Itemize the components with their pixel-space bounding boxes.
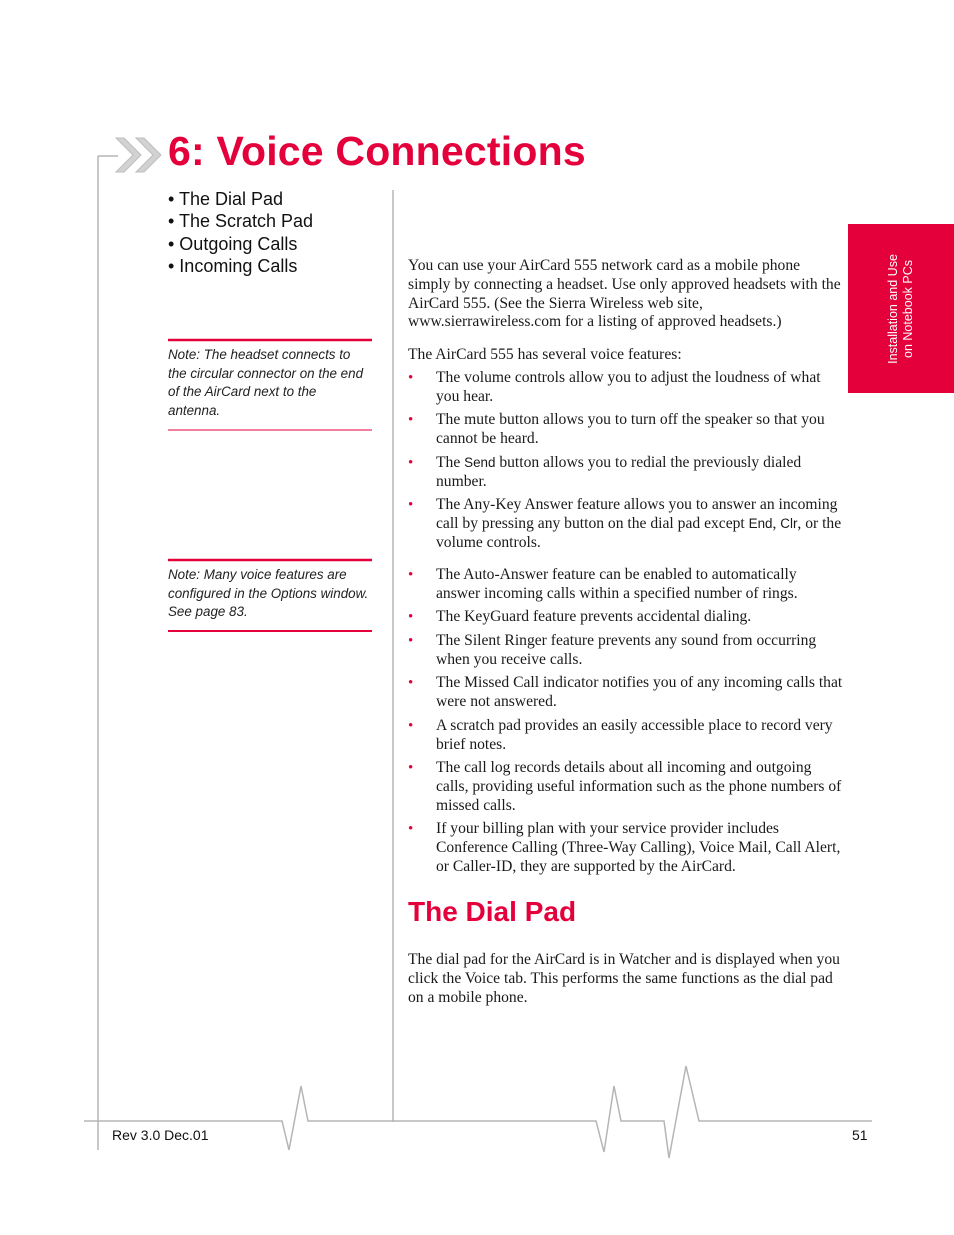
- footer-revision: Rev 3.0 Dec.01: [112, 1127, 209, 1143]
- section-heading-dial-pad: The Dial Pad: [408, 896, 577, 927]
- list-item: • The Auto-Answer feature can be enabled to automatically answer incoming calls within a specified number of rings.: [408, 566, 798, 602]
- list-item: • The mute button allows you to turn off the speaker so that you cannot be heard.: [408, 411, 825, 448]
- chapter-contents-list: [168, 188, 313, 277]
- bullet-icon: •: [408, 717, 414, 734]
- list-item: • The volume controls allow you to adjust the loudness of what you hear.: [408, 369, 821, 405]
- bullet-icon: •: [408, 567, 414, 583]
- bullet-icon: •: [408, 760, 414, 777]
- toc-item-dial-pad: • The Dial Pad: [168, 189, 284, 209]
- side-tab-text: [886, 254, 916, 364]
- list-item: • The KeyGuard feature prevents accidental dialing.: [408, 608, 752, 626]
- key-name-end: End: [748, 515, 773, 531]
- list-item: • The Send button allows you to redial the previously dialed number.: [408, 453, 802, 490]
- bullet-icon: •: [408, 632, 414, 649]
- page-number: 51: [852, 1127, 868, 1143]
- bullet-icon: •: [408, 454, 414, 471]
- side-tab-line-2: on Notebook PCs: [901, 259, 915, 358]
- bullet-icon: •: [408, 497, 414, 514]
- voice-features-list-1: [408, 369, 844, 557]
- key-name-clr: Clr: [780, 515, 798, 531]
- footer-heartbeat-line: [84, 1066, 872, 1158]
- bullet-icon: •: [408, 821, 414, 838]
- bullet-icon: •: [408, 609, 414, 626]
- bullet-icon: •: [408, 675, 414, 692]
- chapter-title: 6: Voice Connections: [168, 128, 586, 174]
- note-voice-features: Note: Many voice features are configured in the Options window. See page 83.: [168, 567, 369, 620]
- list-item: • The call log records details about all incoming and outgoing calls, providing useful information such as the phone numbers of missed calls.: [408, 759, 842, 814]
- list-item: • The Any-Key Answer feature allows you to answer an incoming call by pressing any button on the dial pad except End, Clr, or the volume controls.: [408, 496, 842, 551]
- list-item: • A scratch pad provides an easily accessible place to record very brief notes.: [408, 716, 833, 753]
- list-item: • The Silent Ringer feature prevents any sound from occurring when you receive calls.: [408, 631, 817, 668]
- note-headset: Note: The headset connects to the circular connector on the end of the AirCard next to the antenna.: [168, 347, 364, 419]
- features-lead-in: The AirCard 555 has several voice features:: [408, 346, 682, 363]
- chevron-double-icon: [116, 138, 161, 172]
- bullet-icon: •: [408, 370, 414, 386]
- toc-item-outgoing-calls: • Outgoing Calls: [168, 233, 298, 254]
- toc-item-scratch-pad: • The Scratch Pad: [168, 211, 314, 232]
- toc-item-incoming-calls: • Incoming Calls: [168, 255, 298, 276]
- intro-paragraph: You can use your AirCard 555 network card as a mobile phone simply by connecting a headset. Use only approved headsets with the AirCard 555. (See the Sierra Wireless web site, www.sierrawireless.com for a listing of approved headsets.): [408, 257, 841, 331]
- list-item: • If your billing plan with your service provider includes Conference Calling (Three-Way Calling), Voice Mail, Call Alert, or Caller-ID, they are supported by the AirCard.: [408, 820, 841, 875]
- bullet-icon: •: [408, 412, 414, 429]
- section-side-tab: [848, 224, 954, 393]
- voice-features-list-2: [408, 566, 844, 882]
- dial-pad-paragraph: The dial pad for the AirCard is in Watcher and is displayed when you click the Voice tab. This performs the same functions as the dial pad on a mobile phone.: [408, 951, 840, 1006]
- key-name-send: Send: [464, 454, 496, 470]
- side-tab-line-1: Installation and Use: [886, 253, 900, 364]
- list-item: • The Missed Call indicator notifies you of any incoming calls that were not answered.: [408, 674, 843, 711]
